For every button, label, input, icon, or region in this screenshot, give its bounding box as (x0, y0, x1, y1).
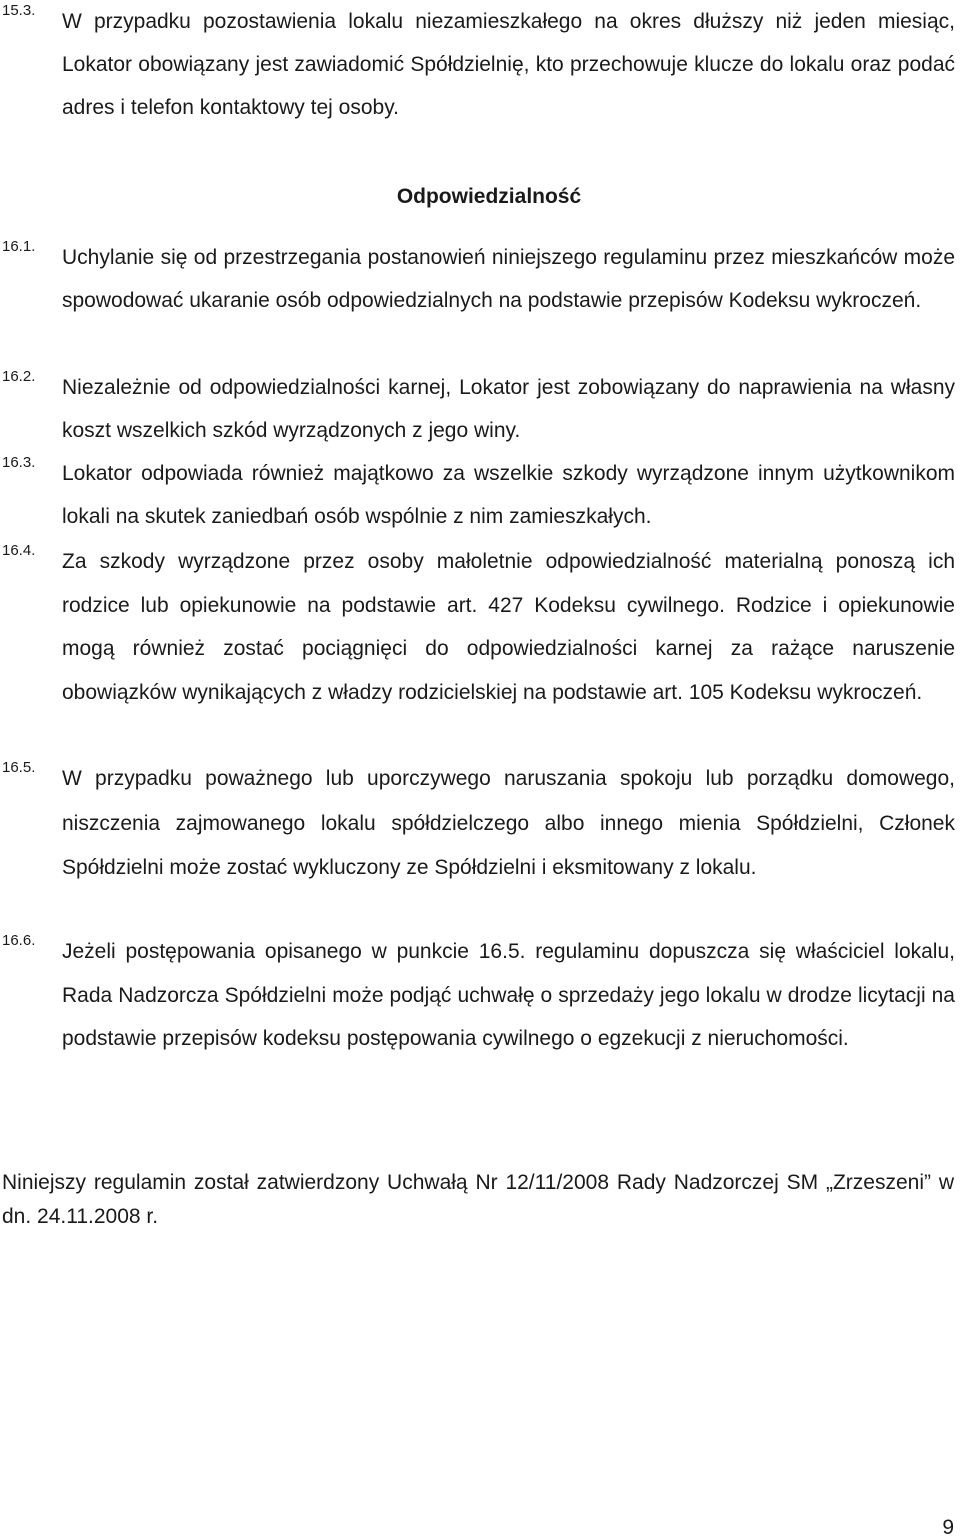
section-text: Niezależnie od odpowiedzialności karnej, Lokator jest zobowiązany do naprawienia na własny koszt wszelkich szkód wyrządzonych z jego winy. (62, 376, 955, 442)
section-number: 16.2. (2, 368, 36, 385)
approval-note: Niniejszy regulamin został zatwierdzony Uchwałą Nr 12/11/2008 Rady Nadzorczej SM „Zrzeszeni” w dn. 24.11.2008 r. (2, 1171, 954, 1228)
section-number: 16.4. (2, 542, 36, 559)
section-text: Za szkody wyrządzone przez osoby małoletnie odpowiedzialność materialną ponoszą ich rodzice lub opiekunowie na podstawie art. 427 Kodeksu cywilnego. Rodzice i opiekunowie mogą również zostać pociągnięci do odpowiedzialności karnej za rażące naruszenie obowiązków wynikających z władzy rodzicielskiej na podstawie art. 105 Kodeksu wykroczeń. (62, 550, 955, 704)
page-number: 9 (942, 1516, 954, 1539)
section-text: Lokator odpowiada również majątkowo za wszelkie szkody wyrządzone innym użytkownikom lokali na skutek zaniedbań osób wspólnie z nim zamieszkałych. (62, 462, 955, 528)
section-number: 16.5. (2, 759, 36, 776)
section-heading: Odpowiedzialność (396, 185, 582, 208)
section-number: 15.3. (2, 2, 36, 19)
section-number: 16.3. (2, 454, 36, 471)
section-text: W przypadku pozostawienia lokalu niezamieszkałego na okres dłuższy niż jeden miesiąc, Lokator obowiązany jest zawiadomić Spółdzielnię, kto przechowuje klucze do lokalu oraz podać adres i telefon kontaktowy tej osoby. (62, 10, 955, 119)
section-text: W przypadku poważnego lub uporczywego naruszania spokoju lub porządku domowego, niszczenia zajmowanego lokalu spółdzielczego albo innego mienia Spółdzielni, Członek Spółdzielni może zostać wykluczony ze Spółdzielni i eksmitowany z lokalu. (62, 767, 955, 879)
section-text: Jeżeli postępowania opisanego w punkcie 16.5. regulaminu dopuszcza się właściciel lokalu, Rada Nadzorcza Spółdzielni może podjąć uchwałę o sprzedaży jego lokalu w drodze licytacji na podstawie przepisów kodeksu postępowania cywilnego o egzekucji z nieruchomości. (62, 940, 955, 1050)
section-text: Uchylanie się od przestrzegania postanowień niniejszego regulaminu przez mieszkańców może spowodować ukaranie osób odpowiedzialnych na podstawie przepisów Kodeksu wykroczeń. (62, 246, 955, 312)
section-number: 16.1. (2, 238, 36, 255)
section-number: 16.6. (2, 932, 36, 949)
